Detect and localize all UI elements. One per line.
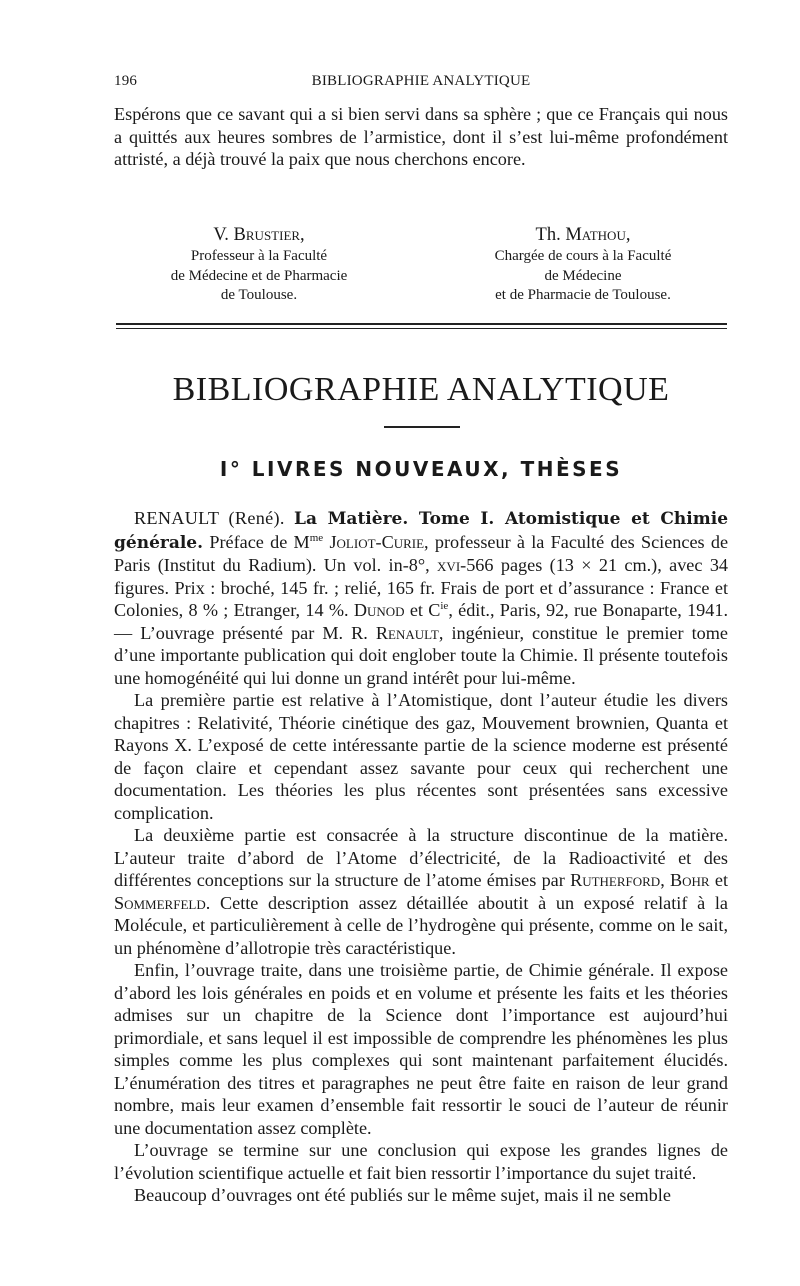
section-heading: I° LIVRES NOUVEAUX, THÈSES	[219, 457, 623, 481]
review-name-rutherford: Rutherford,	[570, 870, 665, 890]
review-publisher: Dunod	[353, 600, 405, 620]
review-para-3-b: Cette description assez détaillée aboutit à un exposé relatif à la Molécule, et particulièrement à celle de l’hydrogène qui présente, comme on le sait, un phénomène d’allotropie très caractéristique.	[114, 892, 729, 958]
signature-right-line-1: Chargée de cours à la Faculté	[494, 248, 672, 264]
review-intro-2: professeur à la Faculté des Sciences de Paris (Institut du Radium). Un vol. in-8°,	[114, 531, 729, 575]
review-paragraph-6: Beaucoup d’ouvrages ont été publiés sur le même sujet, mais il ne semble	[134, 1185, 671, 1205]
running-head	[114, 73, 728, 95]
review-presenter: Renault,	[375, 622, 444, 643]
review-para-3-et: et	[714, 870, 729, 890]
review-intro-3: -566 pages (13 × 21 cm.), avec 34 figures. Prix : broché, 145 fr. ; relié, 165 fr. Frais de port et d’assurance : France et Colonies, 8 % ; Etranger, 14 %.	[114, 555, 729, 620]
signature-left-line-2: de Médecine et de Pharmacie	[170, 267, 348, 284]
double-rule-divider	[116, 323, 727, 329]
review-book-title: La Matière. Tome I. Atomistique et Chimie générale.	[114, 509, 729, 553]
review-name-sommerfeld: Sommerfeld.	[114, 892, 211, 913]
signature-right-line-3: et de Pharmacie de Toulouse.	[495, 287, 671, 303]
signature-left-line-3: de Toulouse.	[220, 287, 298, 303]
signature-left-name	[114, 223, 404, 247]
review-paragraph-1	[114, 507, 728, 689]
signature-right-surname: Mathou,	[565, 225, 631, 245]
main-heading: BIBLIOGRAPHIE ANALYTIQUE	[172, 371, 670, 408]
book-review	[114, 507, 728, 1207]
review-intro-1: Préface de M	[209, 531, 310, 552]
signature-right-line-2: de Médecine	[544, 267, 622, 284]
running-title: BIBLIOGRAPHIE ANALYTIQUE	[311, 73, 531, 89]
review-author: RENAULT (René).	[134, 508, 285, 528]
review-name-bohr: Bohr	[670, 870, 710, 890]
review-intro-sup: me	[309, 531, 324, 544]
review-intro-4: et C	[409, 600, 441, 620]
heading-short-rule	[384, 426, 460, 428]
review-intro-sup-2: ie	[440, 599, 449, 612]
signature-right-initial: Th.	[535, 225, 561, 245]
review-intro-5: , édit., Paris, 92, rue Bonaparte, 1941. — L’ouvrage présenté par M. R.	[114, 600, 729, 643]
signature-right	[438, 223, 728, 306]
signature-left-initial: V.	[213, 225, 229, 245]
review-para-3-a: La deuxième partie est consacrée à la structure discontinue de la matière. L’auteur traite d’abord de l’Atome d’électricité, de la Radioactivité et des différentes conceptions sur la structure de l’atome émises par	[114, 825, 728, 890]
signatures	[114, 223, 728, 303]
review-intro-6: ingénieur, constitue le premier tome d’une importante publication qui doit englober toute la Chimie. Il présente toutefois une homogénéité qui lui donne un grand intérêt pour lui-même.	[114, 622, 728, 688]
review-paragraph-4: Enfin, l’ouvrage traite, dans une troisième partie, de Chimie générale. Il expose d’abord les lois générales en poids et en volume et présente les faits et les théories admises sur un chapitre de la Science dont l’importance est aujourd’hui primordiale, et sans lequel il est impossible de comprendre les phénomènes les plus simples comme les plus complexes qui sont maintenant parfaitement élucidés. L’énumération des titres et paragraphes ne peut être faite en raison de leur grand nombre, mais leur examen d’ensemble fait ressortir le souci de l’auteur de réunir une documentation assez complète.	[114, 960, 728, 1138]
signature-left-surname: Brustier,	[233, 225, 305, 245]
signature-left	[114, 223, 404, 306]
review-paragraph-3	[114, 824, 728, 959]
page-number: 196	[114, 73, 138, 89]
opening-paragraph: Espérons que ce savant qui a si bien servi dans sa sphère ; que ce Français qui nous a quittés aux heures sombres de l’armistice, dont il s’est lui-même profondément attristé, a déjà trouvé la paix que nous cherchons encore.	[114, 104, 728, 169]
opening-paragraph-block	[114, 103, 728, 171]
review-paragraph-2: La première partie est relative à l’Atomistique, dont l’auteur étudie les divers chapitres : Relativité, Théorie cinétique des gaz, Mouvement brownien, Quanta et Rayons X. L’exposé de cette intéressante partie de la science moderne est présenté de façon claire et cependant assez savante pour ceux qui recherchent une documentation. Les théories les plus récentes sont présentées sans excessive complication.	[114, 690, 728, 823]
signature-right-name	[438, 223, 728, 247]
review-preface-author: Joliot-Curie,	[329, 531, 429, 552]
signature-left-line-1: Professeur à la Faculté	[190, 248, 328, 264]
review-pages-roman: xvi	[437, 555, 461, 575]
review-paragraph-5: L’ouvrage se termine sur une conclusion qui expose les grandes lignes de l’évolution scientifique actuelle et fait bien ressortir l’importance du sujet traité.	[114, 1140, 728, 1183]
